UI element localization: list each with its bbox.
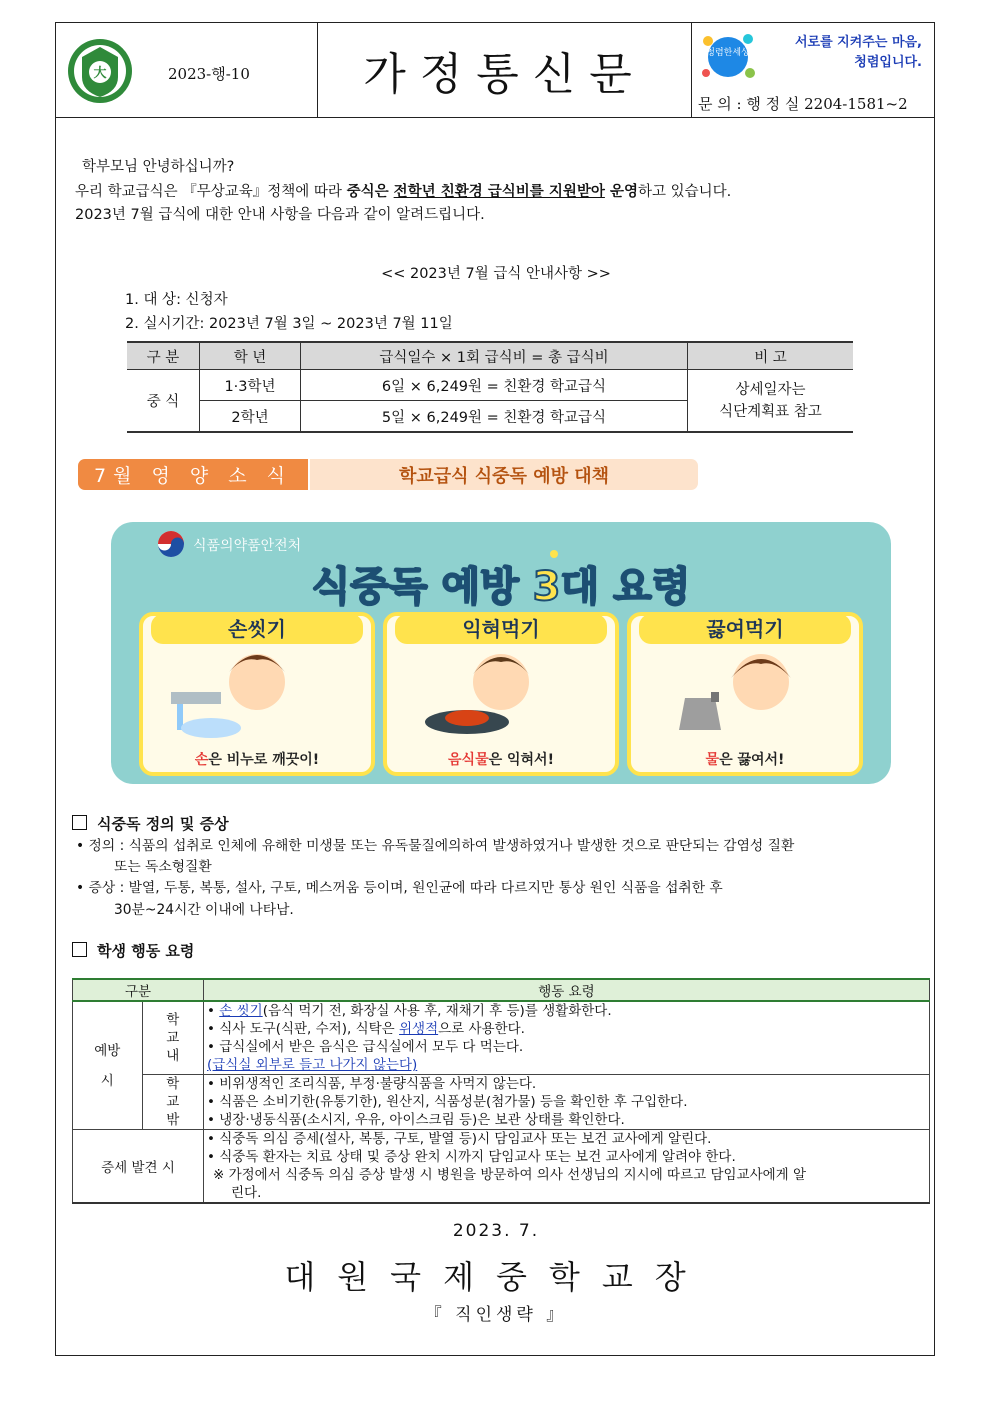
fee-header-grade: 학 년 xyxy=(200,342,301,370)
panel-caption: 손은 비누로 깨끗이! xyxy=(194,752,320,768)
slogan-line-1: 서로를 지켜주는 마음, xyxy=(794,35,922,50)
in-guide-text: 으로 사용한다. xyxy=(438,1021,525,1037)
poster-title-c: 대 요령 xyxy=(560,564,691,610)
fee-header-formula: 급식일수 × 1회 급식비 = 총 급식비 xyxy=(301,342,688,370)
no-takeout-text[interactable]: (급식실 외부로 들고 나가지 않는다) xyxy=(207,1057,418,1073)
notice-heading: << 2023년 7월 급식 안내사항 >> xyxy=(381,266,611,282)
symptom-line-2: 30분~24시간 이내에 나타남. xyxy=(114,902,294,918)
school-logo-icon xyxy=(66,37,134,105)
nutrition-topic: 학교급식 식중독 예방 대책 xyxy=(310,459,698,490)
fee-header-category: 구 분 xyxy=(127,342,200,370)
header xyxy=(56,23,934,118)
fee-formula-cell: 5일 × 6,249원 = 친환경 학교급식 xyxy=(301,401,688,433)
header-logo-cell xyxy=(56,23,318,117)
intro-text-e: 하고 있습니다. xyxy=(637,184,732,200)
symptom-guide-line: • 식중독 의심 증세(설사, 복통, 구토, 발열 등)시 담임교사 또는 보건 교사에게 알린다. xyxy=(207,1131,712,1147)
intro-line-2 xyxy=(75,181,731,203)
out-school-guide xyxy=(204,1075,930,1130)
seal-omitted: 『 직인생략 』 xyxy=(424,1305,568,1325)
poster-title-a: 식중독 예방 xyxy=(311,564,533,610)
action-header-guide: 행동 요령 xyxy=(204,979,930,1001)
fee-note-line-1: 상세일자는 xyxy=(735,381,806,398)
svg-text:大: 大 xyxy=(93,66,107,81)
definition-section-title xyxy=(72,813,229,834)
definition-title-text: 식중독 정의 및 증상 xyxy=(97,815,229,833)
poster-title-number: 3 xyxy=(532,564,561,610)
nutrition-label: 7월 영 양 소 식 xyxy=(78,459,308,490)
in-guide-line xyxy=(207,1002,926,1020)
poster-panel-boil xyxy=(629,614,861,774)
school-principal: 대원국제중학교장 xyxy=(284,1258,708,1296)
in-guide-text: • 식사 도구(식판, 수저), 식탁은 xyxy=(207,1021,399,1037)
checkbox-icon xyxy=(72,942,87,957)
symptom-guide-line: 린다. xyxy=(231,1185,262,1201)
fee-grade-cell: 2학년 xyxy=(200,401,301,433)
action-section-title xyxy=(72,940,194,961)
poster-agency: 식품의약품안전처 xyxy=(193,538,302,554)
definition-line-1: • 정의 : 식품의 섭취로 인체에 유해한 미생물 또는 유독물질에의하여 발생하였거나 발생한 것으로 판단되는 감염성 질환 xyxy=(76,838,795,854)
poster-panel-handwash xyxy=(141,614,373,774)
slogan-line-2: 청렴입니다. xyxy=(854,55,922,70)
panel-caption: 물은 끓여서! xyxy=(705,752,785,768)
header-right-cell xyxy=(692,23,934,117)
no-takeout-link[interactable] xyxy=(207,1056,926,1074)
agency-logo-icon xyxy=(158,531,184,557)
intro-text-d: 운영 xyxy=(604,184,638,200)
in-school-char: 교 xyxy=(166,1030,180,1046)
header-title-cell xyxy=(318,23,692,117)
badge-text: 청렴한세상 xyxy=(706,48,750,58)
in-school-guide xyxy=(204,1001,930,1075)
symptom-guide-line: • 식중독 환자는 치료 상태 및 증상 완치 시까지 담임교사 또는 보건 교사에게 알려야 한다. xyxy=(207,1149,736,1165)
out-guide-line: • 식품은 소비기한(유통기한), 원산지, 식품성분(첨가물) 등을 확인한 후 구입한다. xyxy=(207,1094,688,1110)
out-guide-line: • 비위생적인 조리식품, 부정·불량식품을 사먹지 않는다. xyxy=(207,1076,537,1092)
panel-title: 손씻기 xyxy=(228,617,286,641)
prevention-label xyxy=(73,1001,143,1130)
poster-panel-cook xyxy=(385,614,617,774)
bullet: • xyxy=(207,1003,220,1019)
in-guide-line xyxy=(207,1020,926,1038)
definition-line-2: 또는 독소형질환 xyxy=(114,859,212,875)
out-school-char: 학 xyxy=(166,1076,180,1092)
in-guide-text: (음식 먹기 전, 화장실 사용 후, 재채기 후 등)를 생활화한다. xyxy=(262,1003,612,1019)
in-school-char: 학 xyxy=(166,1012,180,1028)
action-header-category: 구분 xyxy=(73,979,204,1001)
page-title: 가정통신문 xyxy=(363,49,646,100)
symptom-label: 증세 발견 시 xyxy=(73,1130,204,1204)
out-guide-line: • 냉장·냉동식품(소시지, 우유, 아이스크림 등)은 보관 상태를 확인한다. xyxy=(207,1112,625,1128)
symptom-guide xyxy=(204,1130,930,1204)
in-guide-line: • 급식실에서 받은 음식은 급식실에서 모두 다 먹는다. xyxy=(207,1039,524,1055)
handwash-link[interactable]: 손 씻기 xyxy=(219,1003,263,1019)
fee-category: 중 식 xyxy=(127,370,200,433)
fee-note-line-2: 식단계획표 참고 xyxy=(719,403,822,420)
document-number: 2023-행-10 xyxy=(168,65,250,83)
action-table xyxy=(72,978,930,1204)
fee-formula-cell: 6일 × 6,249원 = 친환경 학교급식 xyxy=(301,370,688,401)
contact-info: 문 의 : 행 정 실 2204-1581~2 xyxy=(698,95,908,113)
in-school-char: 내 xyxy=(166,1048,180,1064)
panel-title: 익혀먹기 xyxy=(462,617,540,641)
food-poisoning-poster xyxy=(111,522,891,784)
prevention-label-a: 예방 xyxy=(94,1042,121,1059)
prevention-label-b: 시 xyxy=(100,1072,114,1089)
intro-line-3: 2023년 7월 급식에 대한 안내 사항을 다음과 같이 알려드립니다. xyxy=(75,207,485,223)
greeting: 학부모님 안녕하십니까? xyxy=(82,159,235,175)
intro-text-emphasis: 전학년 친환경 급식비를 지원받아 xyxy=(393,184,605,200)
hygiene-link[interactable]: 위생적 xyxy=(399,1021,439,1037)
integrity-badge-icon xyxy=(698,29,758,83)
fee-grade-cell: 1·3학년 xyxy=(200,370,301,401)
checkbox-icon xyxy=(72,815,87,830)
action-title-text: 학생 행동 요령 xyxy=(97,942,195,960)
fee-table xyxy=(127,341,853,433)
out-school-label xyxy=(142,1075,203,1130)
issue-date: 2023. 7. xyxy=(452,1221,540,1241)
fee-header-note: 비 고 xyxy=(688,342,854,370)
panel-title: 끓여먹기 xyxy=(706,617,784,641)
notice-item-period: 2. 실시기간: 2023년 7월 3일 ~ 2023년 7월 11일 xyxy=(125,316,453,332)
symptom-guide-line: ※ 가정에서 식중독 의심 증상 발생 시 병원을 방문하여 의사 선생님의 지시에 따르고 담임교사에게 알 xyxy=(213,1167,807,1183)
in-school-label xyxy=(142,1001,203,1075)
panel-caption: 음식물은 익혀서! xyxy=(448,752,554,768)
fee-note xyxy=(688,370,854,433)
intro-text-a: 우리 학교급식은 『무상교육』정책에 따라 xyxy=(75,184,347,200)
slogan xyxy=(795,33,922,73)
symptom-line-1: • 증상 : 발열, 두통, 복통, 설사, 구토, 메스꺼움 등이며, 원인균에 따라 다르지만 통상 원인 식품을 섭취한 후 xyxy=(76,880,723,896)
notice-item-target: 1. 대 상: 신청자 xyxy=(125,292,228,308)
intro-text-b: 중식은 xyxy=(346,184,394,200)
out-school-char: 밖 xyxy=(166,1112,180,1128)
poster-title xyxy=(312,564,691,610)
out-school-char: 교 xyxy=(166,1094,180,1110)
